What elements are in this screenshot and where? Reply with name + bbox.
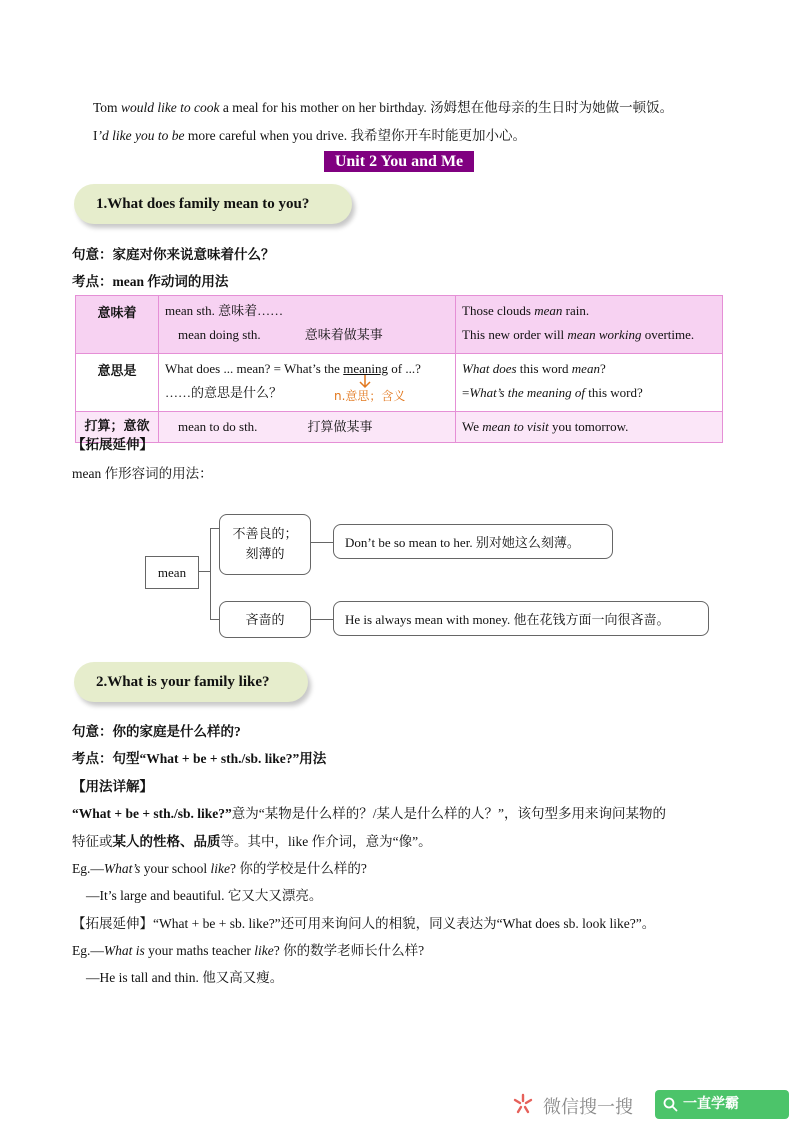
table-cell-usage: mean sth. 意味着…… mean doing sth. 意味着做某事 xyxy=(159,296,456,354)
usage-paragraph-2: 特征或某人的性格、品质等。其中，like 作介词，意为“像”。 xyxy=(72,834,432,849)
diagram-connector xyxy=(210,528,211,620)
table-cell-label: 意思是 xyxy=(76,354,159,412)
table-cell-label: 意味着 xyxy=(76,296,159,354)
diagram-example-2: He is always mean with money. 他在花钱方面一向很吝啬。 xyxy=(333,601,709,636)
table-row xyxy=(76,412,723,443)
search-button-label: 一直学霸 xyxy=(683,1096,739,1112)
usage-label: 【用法详解】 xyxy=(72,779,153,794)
section1-heading-text: 1.What does family mean to you? xyxy=(96,196,310,212)
section2-heading xyxy=(74,662,308,702)
diagram-branch-2: 吝啬的 xyxy=(219,601,311,638)
diagram-branch-1: 不善良的； 刻薄的 xyxy=(219,514,311,575)
diagram-connector xyxy=(310,542,333,543)
table-cell-usage: What does ... mean? = What’s the meaning of ...? ……的意思是什么？ n.意思；含义 xyxy=(159,354,456,412)
section1-heading xyxy=(74,184,352,224)
watermark-text: 微信搜一搜 xyxy=(543,1097,633,1118)
section2-heading-text: 2.What is your family like? xyxy=(96,674,270,690)
usage-paragraph-1: “What + be + sth./sb. like?”意为“某物是什么样的？/某人是什么样的人？”，该句型多用来询问某物的 xyxy=(72,806,667,821)
diagram-example-1: Don’t be so mean to her. 别对她这么刻薄。 xyxy=(333,524,613,559)
handwritten-annotation: n.意思；含义 xyxy=(334,389,406,403)
mean-usage-table xyxy=(75,295,723,443)
table-row xyxy=(76,354,723,412)
diagram-connector xyxy=(198,571,210,572)
section1-meaning: 句意：家庭对你来说意味着什么？ xyxy=(72,247,275,262)
example-1-question: Eg.—What’s your school like? 你的学校是什么样的? xyxy=(72,861,367,876)
table-cell-example: Those clouds mean rain. This new order will mean working overtime. xyxy=(456,296,723,354)
extend-label: 【拓展延伸】 xyxy=(72,437,153,452)
table-cell-usage: mean to do sth. 打算做某事 xyxy=(159,412,456,443)
example-2-question: Eg.—What is your maths teacher like? 你的数学老师长什么样? xyxy=(72,943,425,958)
section2-meaning: 句意：你的家庭是什么样的? xyxy=(72,724,241,739)
table-cell-label: 打算；意欲 xyxy=(76,412,159,443)
diagram-connector xyxy=(210,528,219,529)
intro-line-2: I’d like you to be more careful when you drive. 我希望你开车时能更加小心。 xyxy=(93,128,527,143)
diagram-connector xyxy=(310,619,333,620)
wechat-search-logo-icon xyxy=(511,1092,535,1116)
section2-point: 考点：句型“What + be + sth./sb. like?”用法 xyxy=(72,751,327,766)
intro-line-1: Tom would like to cook a meal for his mother on her birthday. 汤姆想在他母亲的生日时为她做一顿饭。 xyxy=(93,100,674,115)
diagram-root-box: mean xyxy=(145,556,199,589)
diagram-connector xyxy=(210,619,219,620)
unit-title: Unit 2 You and Me xyxy=(324,151,474,172)
wechat-search-watermark xyxy=(505,1082,795,1126)
extend-text: mean 作形容词的用法： xyxy=(72,466,213,481)
example-1-answer: —It’s large and beautiful. 它又大又漂亮。 xyxy=(86,888,323,903)
extend-paragraph: 【拓展延伸】“What + be + sb. like?”还可用来询问人的相貌，同义表达为“What does sb. look like?”。 xyxy=(72,916,656,931)
table-cell-example: We mean to visit you tomorrow. xyxy=(456,412,723,443)
example-2-answer: —He is tall and thin. 他又高又瘦。 xyxy=(86,970,284,985)
search-button[interactable] xyxy=(655,1090,789,1119)
search-icon xyxy=(663,1097,678,1112)
table-cell-example: What does this word mean? =What’s the meaning of this word? xyxy=(456,354,723,412)
table-row xyxy=(76,296,723,354)
section1-point: 考点：mean 作动词的用法 xyxy=(72,274,229,289)
